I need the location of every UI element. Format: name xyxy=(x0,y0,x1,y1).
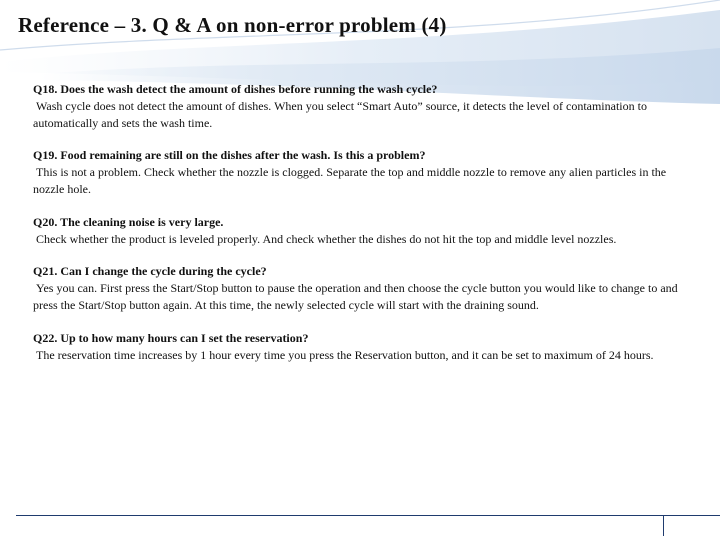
qa-list xyxy=(33,81,693,379)
question-q18: Q18. Does the wash detect the amount of dishes before running the wash cycle? xyxy=(33,82,438,96)
qa-item-q20 xyxy=(33,214,693,248)
page-title: Reference – 3. Q & A on non-error problem (4) xyxy=(18,13,447,37)
answer-q20: Check whether the product is leveled properly. And check whether the dishes do not hit the top and middle level nozzles. xyxy=(36,231,617,246)
qa-item-q18 xyxy=(33,81,693,131)
answer-q21: Yes you can. First press the Start/Stop button to pause the operation and then choose the cycle button you would like to change to and press the Start/Stop button again. At this time, the newly selected cycle will start with the draining sound. xyxy=(33,281,678,312)
answer-q18: Wash cycle does not detect the amount of dishes. When you select “Smart Auto” source, it detects the level of contamination to automatically and sets the wash time. xyxy=(33,98,647,130)
footer-divider xyxy=(16,515,720,516)
question-q22: Q22. Up to how many hours can I set the reservation? xyxy=(33,330,309,345)
qa-item-q19 xyxy=(33,147,693,197)
footer-divider-tick xyxy=(663,515,664,536)
question-q21: Q21. Can I change the cycle during the cycle? xyxy=(33,264,267,279)
answer-q22: The reservation time increases by 1 hour every time you press the Reservation button, and it can be set to maximum of 24 hours. xyxy=(36,347,654,362)
qa-item-q21 xyxy=(33,263,693,313)
answer-q19: This is not a problem. Check whether the nozzle is clogged. Separate the top and middle nozzle to remove any alien particles in the nozzle hole. xyxy=(33,165,667,196)
question-q20: Q20. The cleaning noise is very large. xyxy=(33,214,224,229)
qa-item-q22 xyxy=(33,330,693,364)
question-q19: Q19. Food remaining are still on the dishes after the wash. Is this a problem? xyxy=(33,148,426,163)
